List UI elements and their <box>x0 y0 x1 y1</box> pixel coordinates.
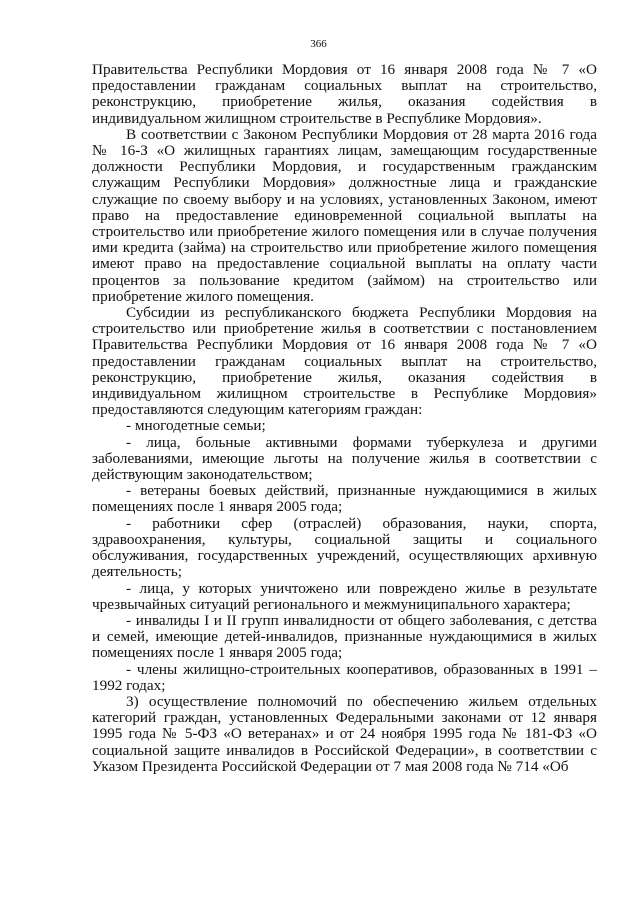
list-item: - лица, у которых уничтожено или повреждено жилье в результате чрезвычайных ситуаций регионального и межмуниципального характера; <box>92 579 597 613</box>
list-item: - лица, больные активными формами туберкулеза и другими заболеваниями, имеющие льготы на получение жилья в соответствии с действующим законодательством; <box>92 433 597 484</box>
list-item: - ветераны боевых действий, признанные нуждающимися в жилых помещениях после 1 января 2005 года; <box>92 482 597 516</box>
list-item: - работники сфер (отраслей) образования, науки, спорта, здравоохранения, культуры, социальной защиты и социального обслуживания, государственных учреждений, осуществляющих архивную деятельность; <box>92 514 597 581</box>
list-item: - многодетные семьи; <box>126 417 266 435</box>
paragraph-item-3: 3) осуществление полномочий по обеспечению жильем отдельных категорий граждан, установленных Федеральными законами от 12 января 1995 года № 5-ФЗ «О ветеранах» и от 24 ноября 1995 года № 181-ФЗ «О социальной защите инвалидов в Российской Федерации», в соответствии с Указом Президента Российской Федерации от 7 мая 2008 года № 714 «Об <box>92 692 597 775</box>
page-number: 366 <box>310 38 327 50</box>
list-item: - члены жилищно-строительных кооперативов, образованных в 1991 – 1992 годах; <box>92 660 597 694</box>
paragraph-subsidies: Субсидии из республиканского бюджета Республики Мордовия на строительство или приобретение жилья в соответствии с постановлением Правительства Республики Мордовия от 16 января 2008 года № 7 «О предоставлении гражданам социальных выплат на строительство, реконструкцию, приобретение жилья, оказания содействия в индивидуальном жилищном строительстве в Республике Мордовия» предоставляются следующим категориям граждан: <box>92 304 597 419</box>
list-item: - инвалиды I и II групп инвалидности от общего заболевания, с детства и семей, имеющие детей-инвалидов, признанные нуждающимися в жилых помещениях после 1 января 2005 года; <box>92 611 597 662</box>
paragraph-continuation: Правительства Республики Мордовия от 16 января 2008 года № 7 «О предоставлении гражданам социальных выплат на строительство, реконструкцию, приобретение жилья, оказания содействия в индивидуальном жилищном строительстве в Республике Мордовия». <box>92 61 597 127</box>
paragraph-law-reference: В соответствии с Законом Республики Мордовия от 28 марта 2016 года № 16-З «О жилищных гарантиях лицам, замещающим государственные должности Республики Мордовия, и государственным гражданским служащим Республики Мордовия» должностные лица и гражданские служащие по своему выбору и на условиях, установленных Законом, имеют право на предоставление единовременной социальной выплаты на строительство или приобретение жилого помещения или в случае получения ими кредита (займа) на строительство или приобретение жилого помещения имеют право на предоставление социальной выплаты на оплату части процентов за пользование кредитом (займом) на строительство или приобретение жилого помещения. <box>92 125 597 305</box>
document-body <box>92 62 597 775</box>
